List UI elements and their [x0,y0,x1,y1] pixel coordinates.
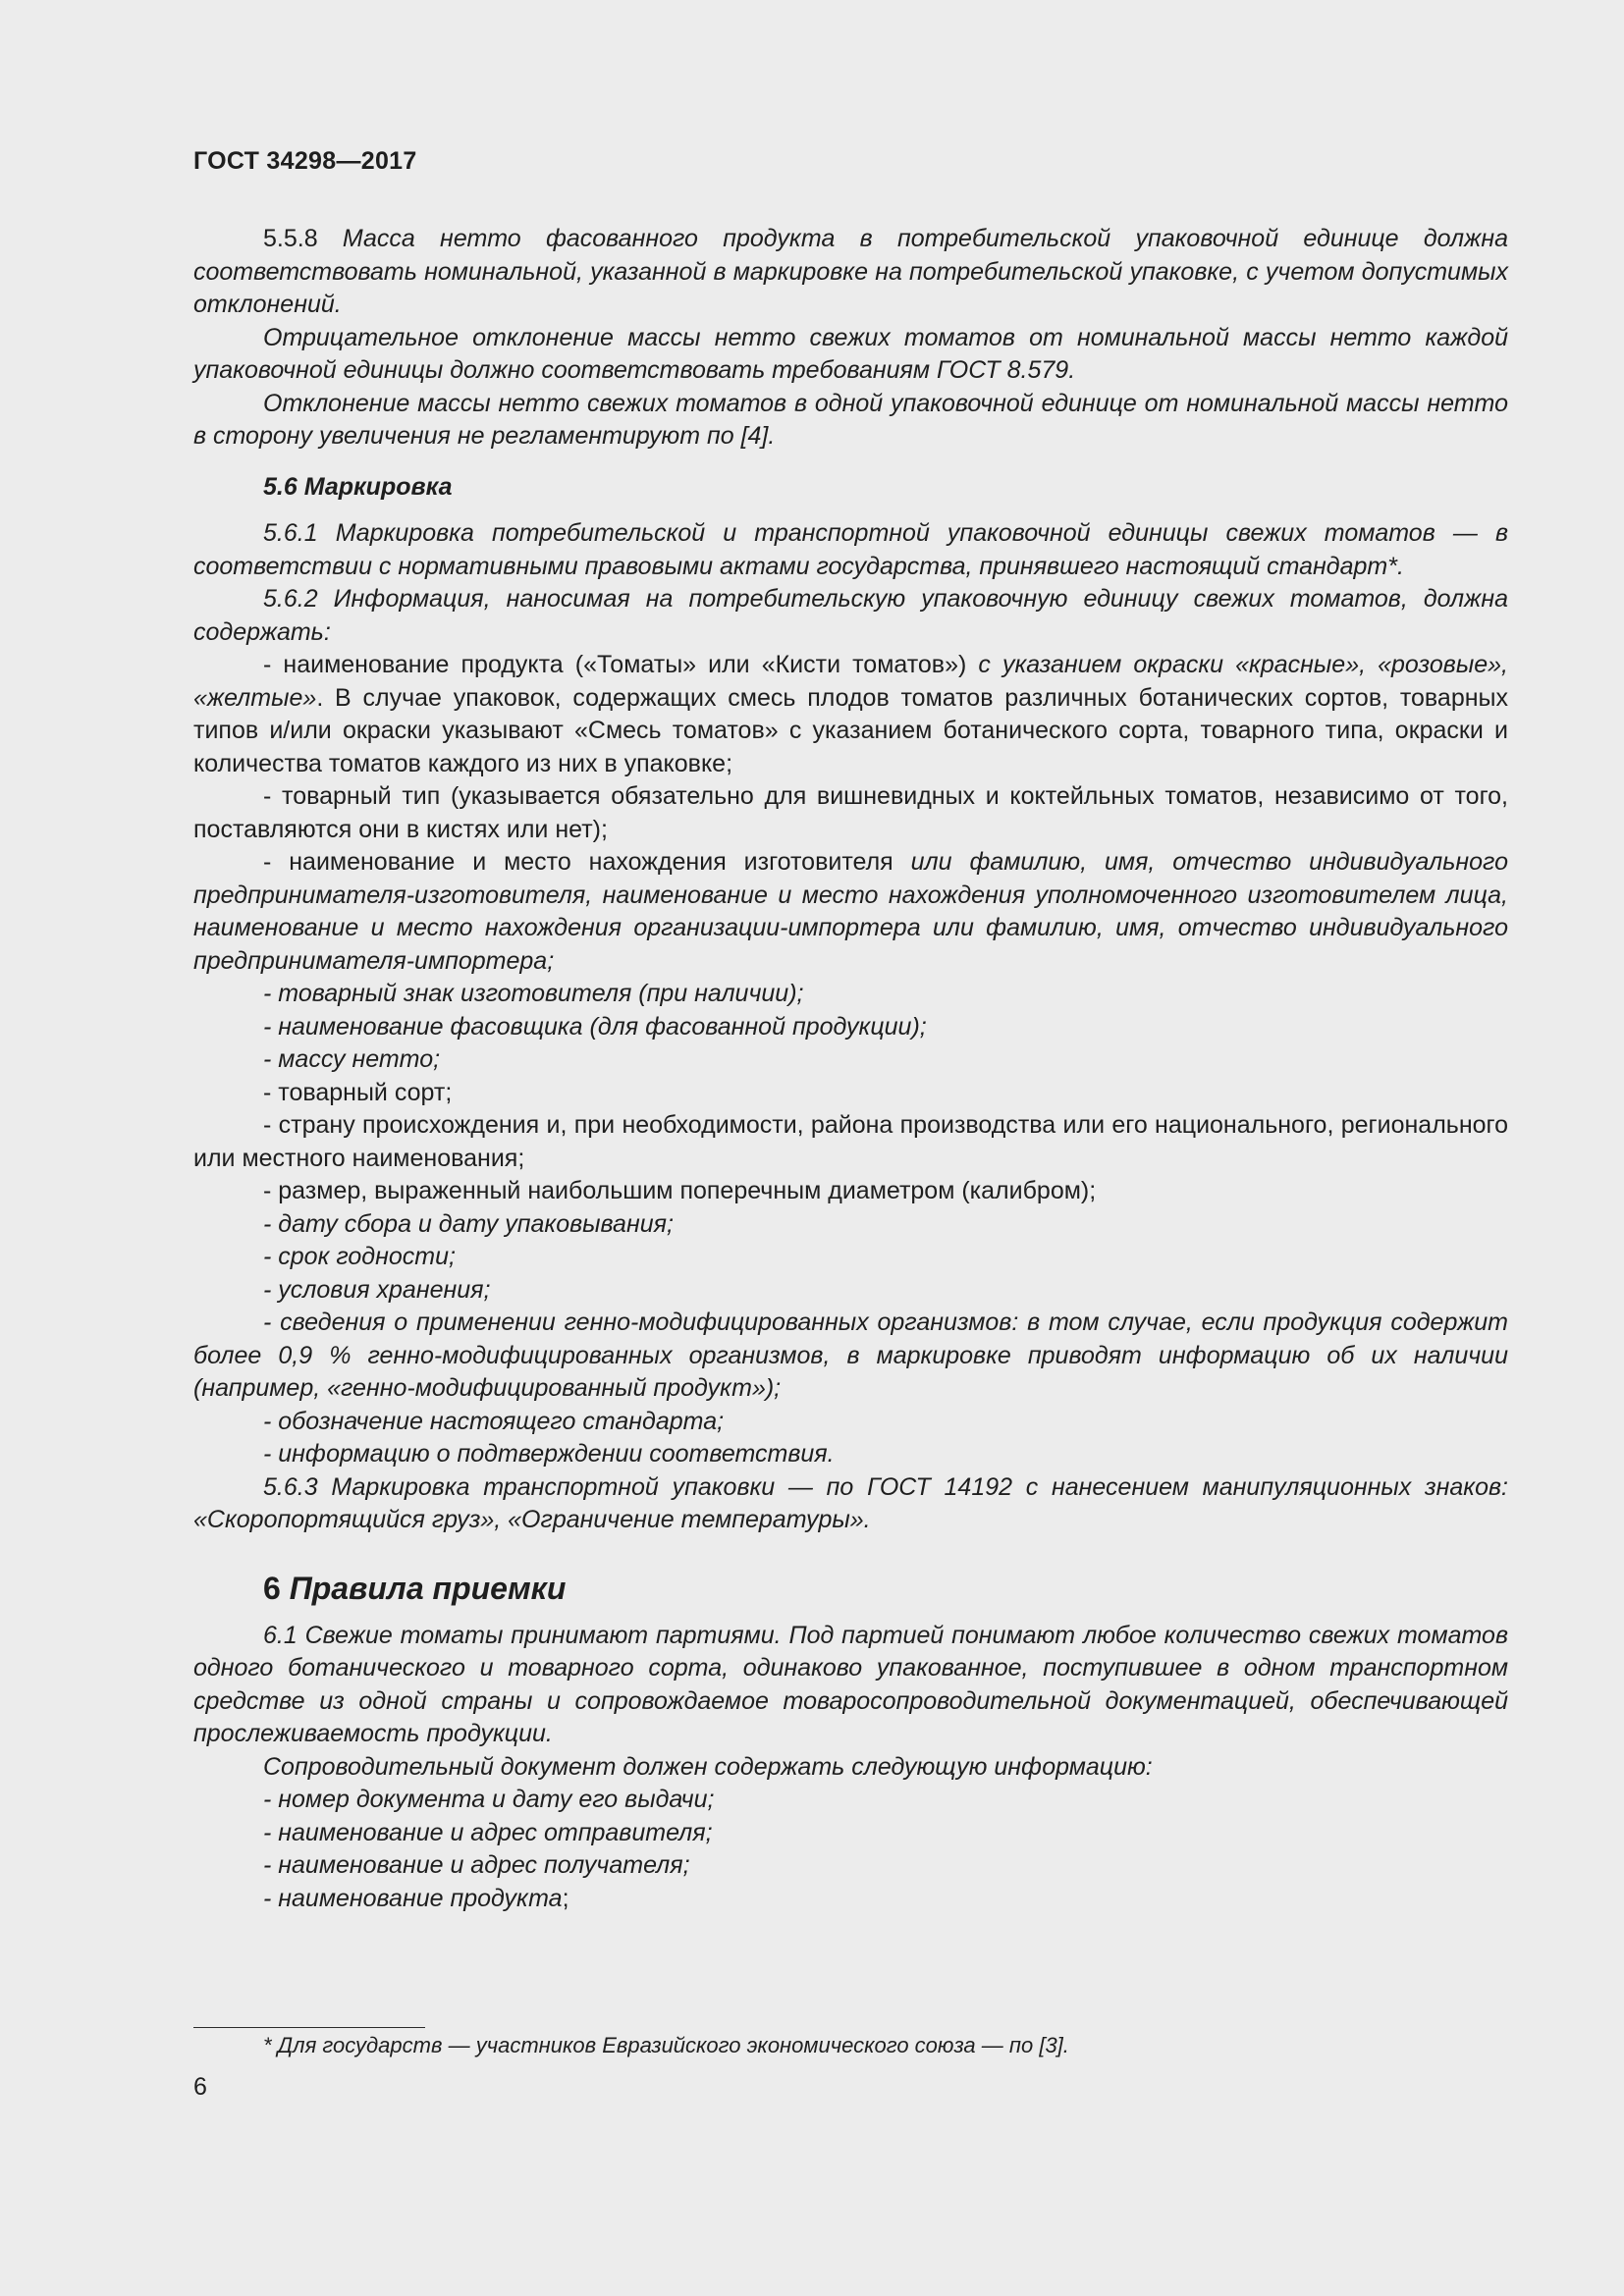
section-heading-6: 6 Правила приемки [263,1570,567,1606]
paragraph-5-5-8: 5.5.8 Масса нетто фасованного продукта в потребительской упаковочной единице должна соответствовать номинальной, указанной в маркировке на потребительской упаковке, с учетом допустимых отклонений. [193,225,1508,318]
list-item: - наименование и адрес отправителя; [263,1818,713,1846]
document-body [193,223,1508,1915]
paragraph: Сопроводительный документ должен содержать следующую информацию: [263,1752,1153,1781]
list-item: - товарный знак изготовителя (при наличии); [263,980,804,1007]
list-item: - товарный сорт; [263,1078,453,1106]
paragraph-6-1: 6.1 Свежие томаты принимают партиями. Под партией понимают любое количество свежих томатов одного ботанического и товарного сорта, одинаково упакованное, поступившее в одном транспортном средстве из одной страны и сопровождаемое товаросопроводительной документацией, обеспечивающей прослеживаемость продукции. [193,1621,1508,1747]
list-item: - наименование и адрес получателя; [263,1851,690,1879]
page-number: 6 [193,2073,207,2101]
footnote-divider [193,2027,425,2028]
list-item: - информацию о подтверждении соответствия. [263,1440,835,1468]
list-item: - массу нетто; [263,1045,441,1073]
section-heading-5-6: 5.6 Маркировка [263,472,453,501]
list-item: - товарный тип (указывается обязательно для вишневидных и коктейльных томатов, независимо от того, поставляются они в кистях или нет); [193,782,1508,843]
paragraph: Отклонение массы нетто свежих томатов в одной упаковочной единице от номинальной массы нетто в сторону увеличения не регламентируют по [4]. [193,389,1508,450]
list-item: - наименование фасовщика (для фасованной продукции); [263,1012,927,1041]
list-item: - срок годности; [263,1243,456,1270]
footnote: * Для государств — участников Евразийского экономического союза — по [3]. [263,2033,1069,2057]
paragraph: Отрицательное отклонение массы нетто свежих томатов от номинальной массы нетто каждой упаковочной единицы должно соответствовать требованиям ГОСТ 8.579. [193,323,1508,384]
list-item: - номер документа и дату его выдачи; [263,1786,715,1813]
paragraph-5-6-2: 5.6.2 Информация, наносимая на потребительскую упаковочную единицу свежих томатов, должна содержать: [193,585,1508,646]
list-item: - наименование и место нахождения изготовителя или фамилию, имя, отчество индивидуального предпринимателя-изготовителя, наименование и место нахождения уполномоченного изготовителем лица, наименование и место нахождения организации-импортера или фамилию, имя, отчество индивидуального предпринимателя-импортера; [193,848,1508,975]
document-header: ГОСТ 34298—2017 [193,147,417,175]
paragraph-5-6-1: 5.6.1 Маркировка потребительской и транспортной упаковочной единицы свежих томатов — в соответствии с нормативными правовыми актами государства, принявшего настоящий стандарт*. [193,519,1508,580]
list-item: - сведения о применении генно-модифицированных организмов: в том случае, если продукция содержит более 0,9 % генно-модифицированных организмов, в маркировке приводят информацию об их наличии (например, «генно-модифицированный продукт»); [193,1308,1508,1402]
list-item: - размер, выраженный наибольшим поперечным диаметром (калибром); [263,1177,1097,1204]
list-item: - обозначение настоящего стандарта; [263,1407,725,1435]
list-item: - наименование продукта; [263,1884,569,1912]
list-item: - дату сбора и дату упаковывания; [263,1209,674,1238]
paragraph-5-6-3: 5.6.3 Маркировка транспортной упаковки — по ГОСТ 14192 с нанесением манипуляционных знаков: «Скоропортящийся груз», «Ограничение температуры». [193,1472,1508,1533]
list-item: - страну происхождения и, при необходимости, района производства или его национального, регионального или местного наименования; [193,1111,1508,1172]
list-item: - условия хранения; [263,1275,491,1304]
list-item: - наименование продукта («Томаты» или «Кисти томатов») с указанием окраски «красные», «розовые», «желтые». В случае упаковок, содержащих смесь плодов томатов различных ботанических сортов, товарных типов и/или окраски указывают «Смесь томатов» с указанием ботанического сорта, товарного типа, окраски и количества томатов каждого из них в упаковке; [193,651,1508,777]
